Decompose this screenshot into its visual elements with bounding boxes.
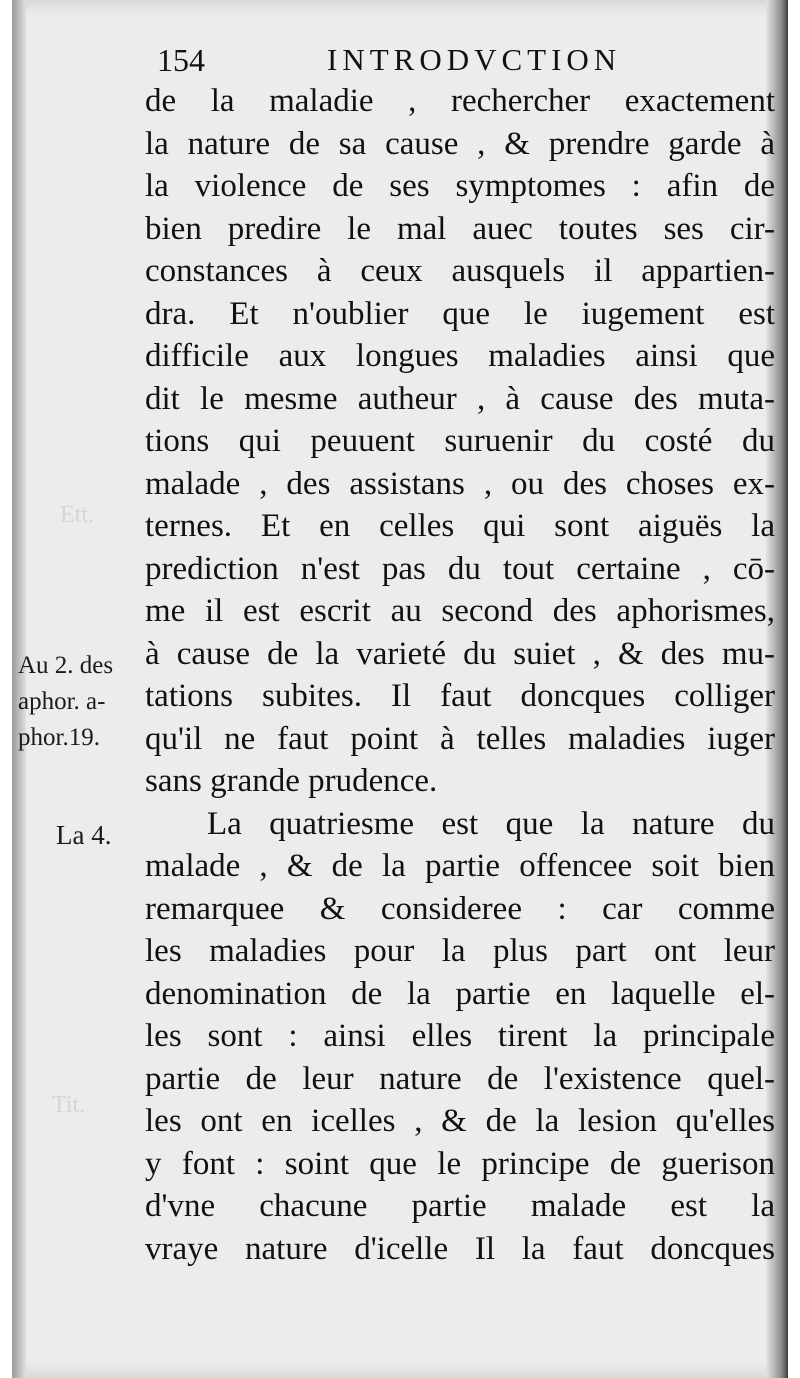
margin-note-line: Au 2. des xyxy=(18,652,114,679)
text-line: y font : soint que le principe de guerison xyxy=(145,1145,775,1182)
text-line: les ont en icelles , & de la lesion qu'elles xyxy=(145,1103,775,1139)
text-line: tations subites. Il faut doncques colliger xyxy=(145,678,775,714)
margin-note-line: phor.19. xyxy=(18,724,100,751)
margin-note-line: aphor. a- xyxy=(18,688,106,715)
body-text xyxy=(145,80,775,1270)
text-line: constances à ceux ausquels il appartien- xyxy=(145,253,775,289)
text-line: malade , des assistans , ou des choses ex- xyxy=(145,465,775,502)
text-line: difficile aux longues maladies ainsi que xyxy=(145,338,775,374)
text-line: vraye nature d'icelle Il la faut doncques xyxy=(145,1230,775,1267)
text-line: dra. Et n'oublier que le iugement est xyxy=(145,295,775,332)
text-line: la nature de sa cause , & prendre garde à xyxy=(145,125,775,162)
margin-note-aphorism xyxy=(18,648,113,756)
text-line: dit le mesme autheur , à cause des muta- xyxy=(145,380,775,417)
text-line: de la maladie , rechercher exactement xyxy=(145,83,775,119)
text-line: la violence de ses symptomes : afin de xyxy=(145,168,775,204)
text-line: ternes. Et en celles qui sont aiguës la xyxy=(145,508,775,544)
show-through-text: Ett. xyxy=(60,502,94,528)
text-line: à cause de la varieté du suiet , & des mu- xyxy=(145,635,775,672)
paragraph-start-line: La quatriesme est que la nature du xyxy=(207,805,775,842)
margin-note-section: La 4. xyxy=(56,820,112,850)
show-through-text: Tit. xyxy=(52,1092,86,1118)
page-number: 154 xyxy=(157,42,205,78)
page-header xyxy=(147,40,767,80)
running-title: INTRODVCTION xyxy=(327,42,622,77)
book-page xyxy=(12,0,788,1378)
text-line: les sont : ainsi elles tirent la principale xyxy=(145,1018,775,1054)
text-line: d'vne chacune partie malade est la xyxy=(145,1188,775,1224)
text-line: partie de leur nature de l'existence quel- xyxy=(145,1060,775,1097)
text-line: prediction n'est pas du tout certaine , cō- xyxy=(145,550,775,587)
text-line: malade , & de la partie offencee soit bien xyxy=(145,848,775,884)
text-line: me il est escrit au second des aphorismes, xyxy=(145,593,775,629)
text-line: qu'il ne faut point à telles maladies iuger xyxy=(145,720,775,757)
text-line: bien predire le mal auec toutes ses cir- xyxy=(145,210,775,247)
text-line: denomination de la partie en laquelle el- xyxy=(145,975,775,1012)
text-line: remarquee & consideree : car comme xyxy=(145,890,775,927)
text-line: les maladies pour la plus part ont leur xyxy=(145,933,775,969)
text-line: sans grande prudence. xyxy=(145,763,438,799)
text-line: tions qui peuuent suruenir du costé du xyxy=(145,423,775,459)
